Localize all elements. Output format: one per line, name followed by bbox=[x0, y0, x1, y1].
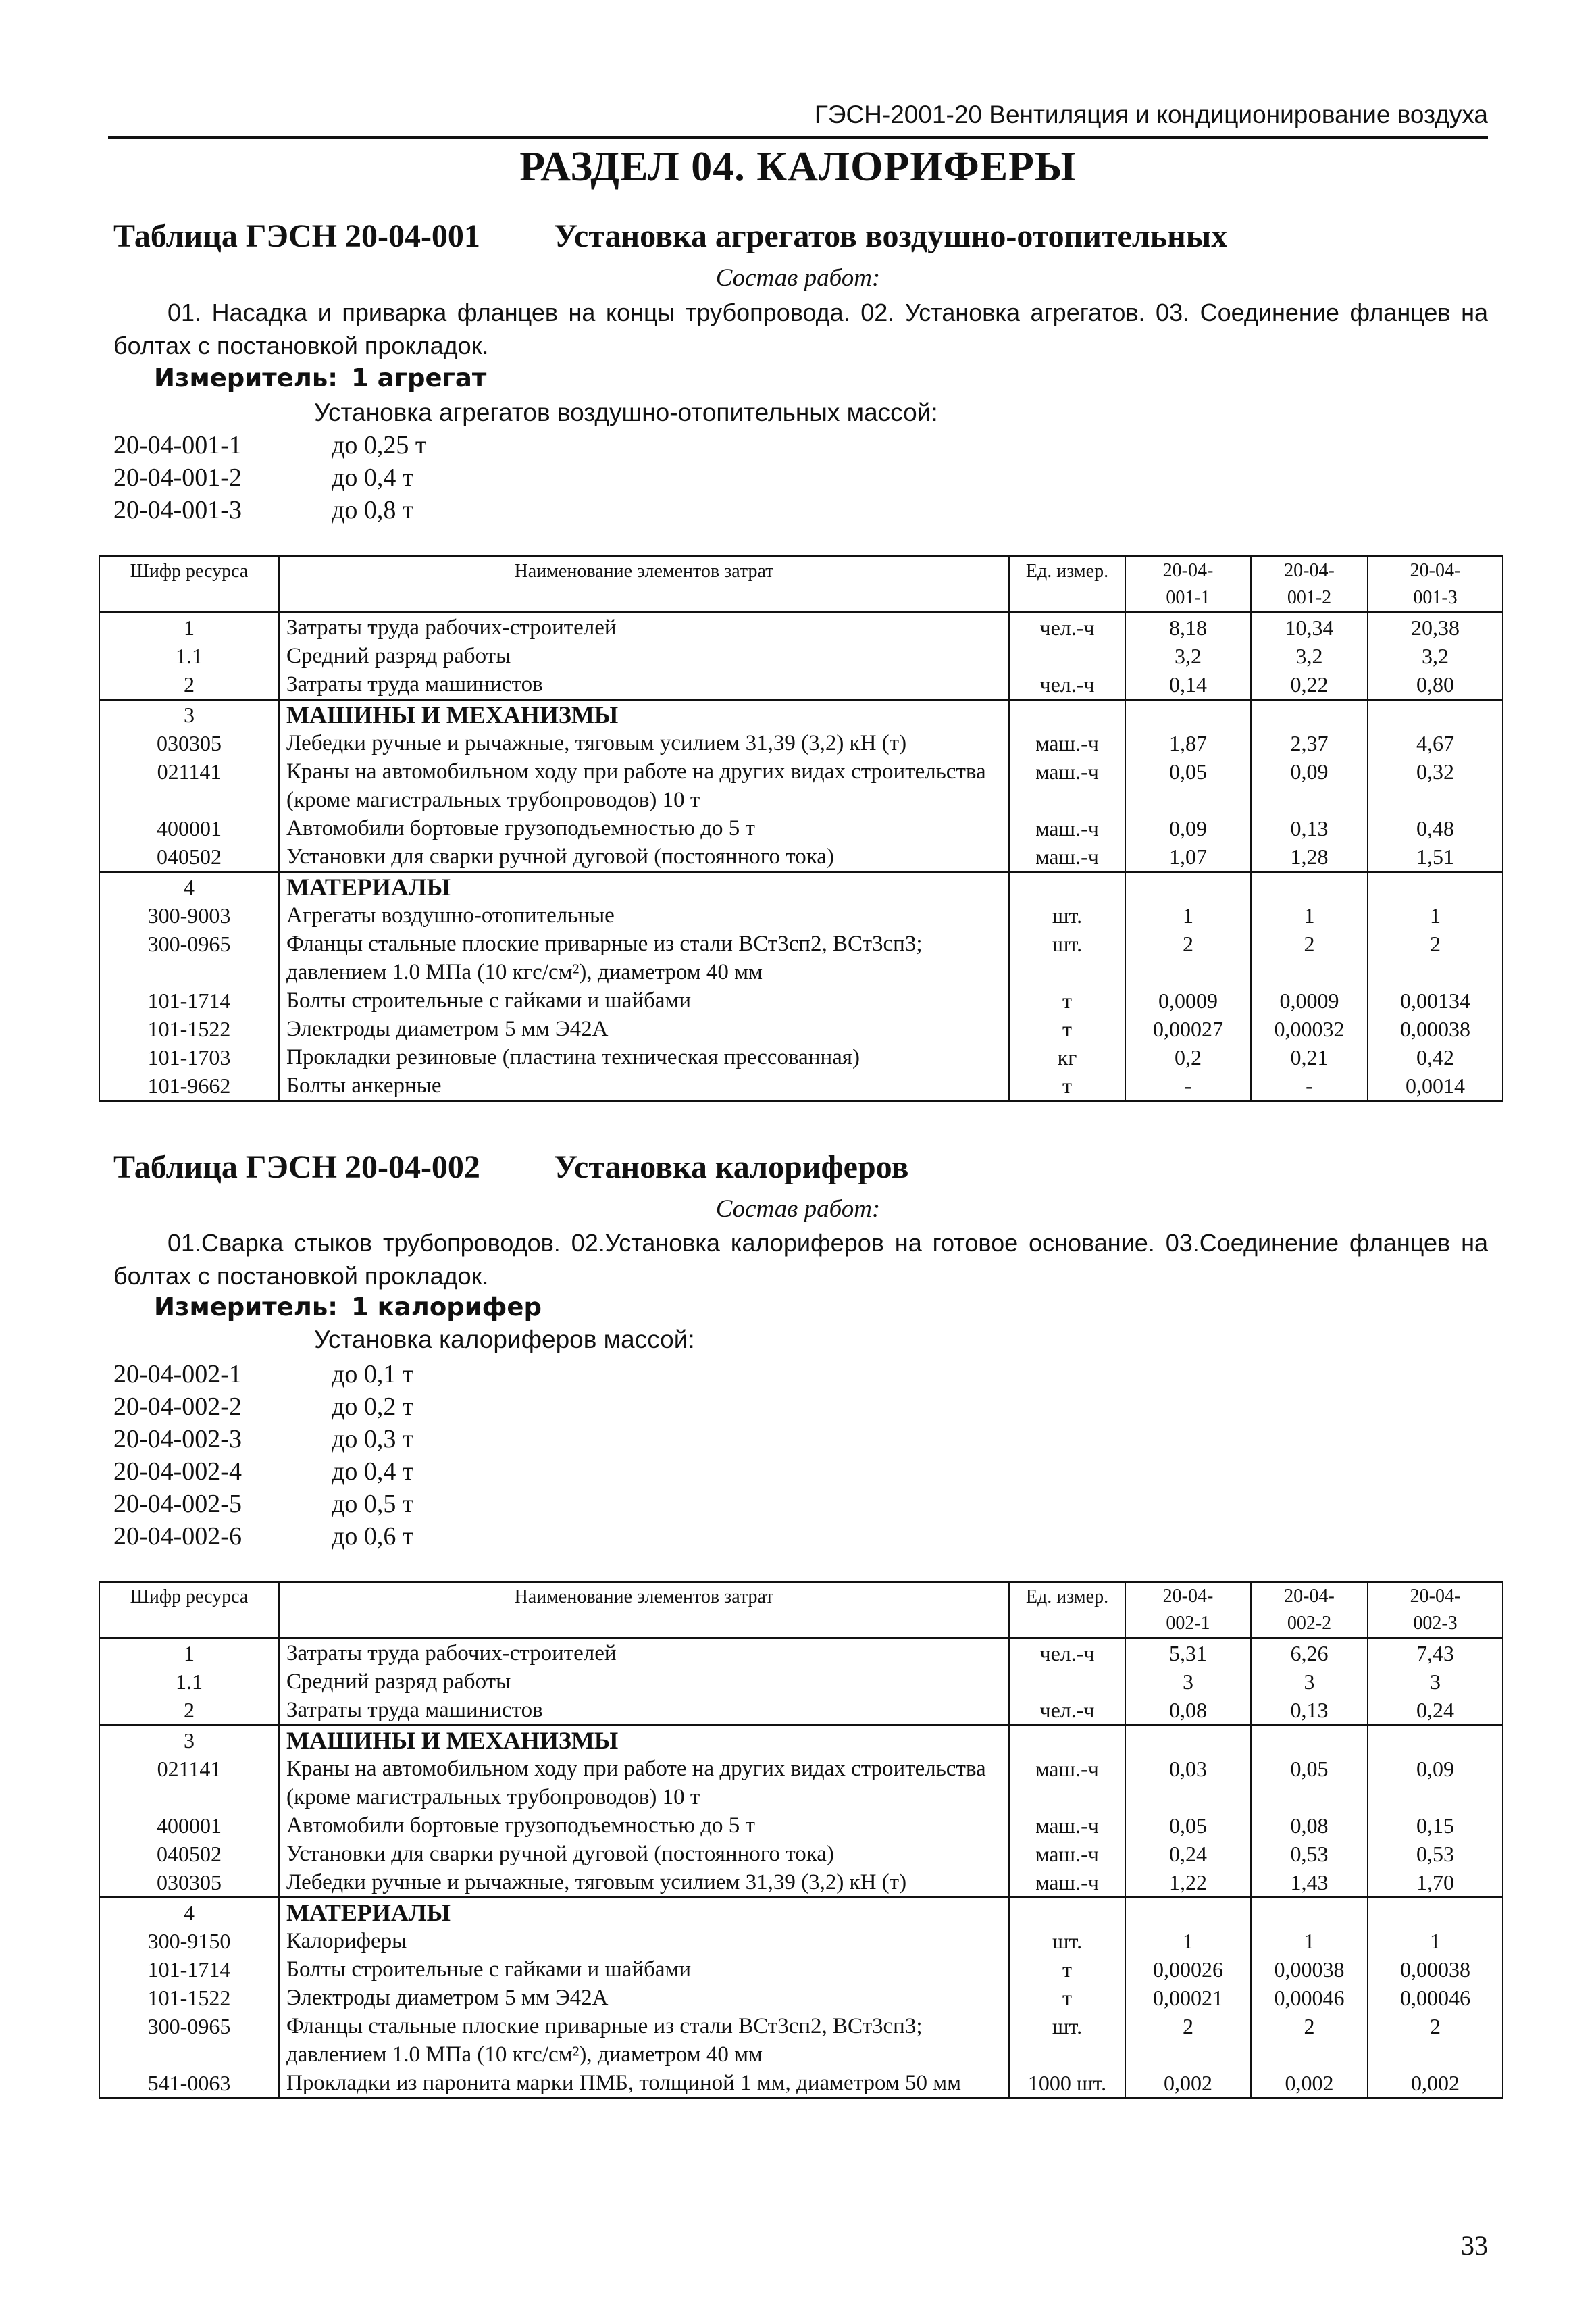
value-variant-1 bbox=[1125, 1898, 1251, 1928]
resource-code: 4 bbox=[99, 1898, 279, 1928]
resource-code: 541-0063 bbox=[99, 2069, 279, 2098]
resource-name: Электроды диаметром 5 мм Э42А bbox=[279, 1984, 1009, 2012]
table-row bbox=[99, 986, 1503, 1015]
unit: чел.-ч bbox=[1009, 613, 1125, 643]
resource-code: 3 bbox=[99, 700, 279, 730]
resource-name: Болты анкерные bbox=[279, 1072, 1009, 1101]
unit bbox=[1009, 700, 1125, 730]
variant-text: до 0,8 т bbox=[332, 496, 414, 524]
value-variant-1: 1,87 bbox=[1125, 729, 1251, 757]
resource-name: Установки для сварки ручной дуговой (постоянного тока) bbox=[279, 1840, 1009, 1868]
resource-code: 101-1714 bbox=[99, 1955, 279, 1984]
value-variant-1: 1,07 bbox=[1125, 842, 1251, 872]
table-1-measure bbox=[154, 363, 486, 393]
table-row bbox=[99, 930, 1503, 986]
resource-code: 3 bbox=[99, 1726, 279, 1755]
resource-name: Затраты труда рабочих-строителей bbox=[279, 1638, 1009, 1668]
unit: маш.-ч bbox=[1009, 1840, 1125, 1868]
value-variant-1: 1,22 bbox=[1125, 1868, 1251, 1898]
unit: чел.-ч bbox=[1009, 1638, 1125, 1668]
unit: т bbox=[1009, 986, 1125, 1015]
value-variant-1: 0,00026 bbox=[1125, 1955, 1251, 1984]
table-row bbox=[99, 757, 1503, 814]
variant-code: 20-04-002-5 bbox=[113, 1490, 242, 1518]
table-row bbox=[99, 2069, 1503, 2098]
table-row bbox=[99, 1755, 1503, 1811]
value-variant-3: 0,00046 bbox=[1368, 1984, 1503, 2012]
column-header: 20-04- 001-3 bbox=[1368, 557, 1503, 613]
table-row bbox=[99, 700, 1503, 730]
table-row bbox=[99, 2012, 1503, 2069]
variant-code: 20-04-002-3 bbox=[113, 1425, 242, 1453]
value-variant-1: 0,05 bbox=[1125, 757, 1251, 814]
value-variant-2: 1 bbox=[1251, 1927, 1368, 1955]
resource-code: 021141 bbox=[99, 1755, 279, 1811]
resource-name: МАШИНЫ И МЕХАНИЗМЫ bbox=[279, 700, 1009, 730]
resource-code: 300-0965 bbox=[99, 2012, 279, 2069]
column-header: Наименование элементов затрат bbox=[279, 557, 1009, 613]
unit bbox=[1009, 1667, 1125, 1696]
variant-row bbox=[113, 1520, 413, 1553]
value-variant-2: 0,00032 bbox=[1251, 1015, 1368, 1043]
variant-text: до 0,2 т bbox=[332, 1392, 414, 1421]
section-title: РАЗДЕЛ 04. КАЛОРИФЕРЫ bbox=[519, 144, 1077, 190]
resource-name: Агрегаты воздушно-отопительные bbox=[279, 901, 1009, 930]
table-row bbox=[99, 1811, 1503, 1840]
value-variant-2: 0,08 bbox=[1251, 1811, 1368, 1840]
value-variant-1: 0,14 bbox=[1125, 670, 1251, 700]
resource-code: 101-1714 bbox=[99, 986, 279, 1015]
measure-value: 1 калорифер bbox=[351, 1292, 542, 1322]
value-variant-3: 0,09 bbox=[1368, 1755, 1503, 1811]
value-variant-2: 10,34 bbox=[1251, 613, 1368, 643]
table-row bbox=[99, 1072, 1503, 1101]
unit bbox=[1009, 1898, 1125, 1928]
variant-code: 20-04-001-3 bbox=[113, 496, 242, 524]
column-header: 20-04- 001-1 bbox=[1125, 557, 1251, 613]
table-row bbox=[99, 613, 1503, 643]
column-header: 20-04- 002-2 bbox=[1251, 1582, 1368, 1638]
resource-name: Лебедки ручные и рычажные, тяговым усилием 31,39 (3,2) кН (т) bbox=[279, 729, 1009, 757]
variant-text: до 0,5 т bbox=[332, 1490, 414, 1518]
value-variant-3 bbox=[1368, 700, 1503, 730]
table-row bbox=[99, 1840, 1503, 1868]
unit: кг bbox=[1009, 1043, 1125, 1072]
variant-code: 20-04-001-1 bbox=[113, 431, 242, 459]
value-variant-3: 0,15 bbox=[1368, 1811, 1503, 1840]
unit: т bbox=[1009, 1072, 1125, 1101]
value-variant-3: 4,67 bbox=[1368, 729, 1503, 757]
table-row bbox=[99, 642, 1503, 670]
column-header: Ед. измер. bbox=[1009, 1582, 1125, 1638]
value-variant-2: 2 bbox=[1251, 930, 1368, 986]
resource-name: Средний разряд работы bbox=[279, 642, 1009, 670]
variant-row bbox=[113, 461, 426, 494]
resource-code: 101-9662 bbox=[99, 1072, 279, 1101]
value-variant-1: 0,24 bbox=[1125, 1840, 1251, 1868]
resource-code: 4 bbox=[99, 872, 279, 902]
table-2-variants bbox=[113, 1358, 413, 1553]
resource-code: 101-1522 bbox=[99, 1015, 279, 1043]
table-row bbox=[99, 1043, 1503, 1072]
table-row bbox=[99, 872, 1503, 902]
table-2-resources bbox=[99, 1581, 1503, 2099]
value-variant-1 bbox=[1125, 1726, 1251, 1755]
value-variant-2: 0,002 bbox=[1251, 2069, 1368, 2098]
unit bbox=[1009, 642, 1125, 670]
table-row bbox=[99, 1868, 1503, 1898]
resource-code: 400001 bbox=[99, 814, 279, 842]
variant-code: 20-04-002-2 bbox=[113, 1392, 242, 1421]
column-header: Наименование элементов затрат bbox=[279, 1582, 1009, 1638]
value-variant-3: 0,48 bbox=[1368, 814, 1503, 842]
value-variant-1: 1 bbox=[1125, 1927, 1251, 1955]
value-variant-3: 0,00134 bbox=[1368, 986, 1503, 1015]
unit: маш.-ч bbox=[1009, 1755, 1125, 1811]
unit: маш.-ч bbox=[1009, 757, 1125, 814]
measure-value: 1 агрегат bbox=[351, 363, 487, 393]
variant-text: до 0,3 т bbox=[332, 1425, 414, 1453]
value-variant-3: 0,53 bbox=[1368, 1840, 1503, 1868]
resource-code: 1 bbox=[99, 613, 279, 643]
table-row bbox=[99, 901, 1503, 930]
variant-row bbox=[113, 1455, 413, 1488]
value-variant-2 bbox=[1251, 1726, 1368, 1755]
table-row bbox=[99, 814, 1503, 842]
value-variant-1: 3 bbox=[1125, 1667, 1251, 1696]
value-variant-1: 3,2 bbox=[1125, 642, 1251, 670]
resource-name: Установки для сварки ручной дуговой (постоянного тока) bbox=[279, 842, 1009, 872]
resource-name: Фланцы стальные плоские приварные из стали ВСт3сп2, ВСт3сп3; давлением 1.0 МПа (10 кгс/см²), диаметром 40 мм bbox=[279, 930, 1009, 986]
table-1-variants-intro: Установка агрегатов воздушно-отопительных массой: bbox=[314, 399, 938, 426]
value-variant-3: 1,51 bbox=[1368, 842, 1503, 872]
unit: шт. bbox=[1009, 1927, 1125, 1955]
resource-code: 1 bbox=[99, 1638, 279, 1668]
unit: т bbox=[1009, 1955, 1125, 1984]
table-row bbox=[99, 1955, 1503, 1984]
variant-text: до 0,4 т bbox=[332, 1457, 414, 1486]
resource-code: 2 bbox=[99, 1696, 279, 1726]
value-variant-2: 1,43 bbox=[1251, 1868, 1368, 1898]
value-variant-3: 1,70 bbox=[1368, 1868, 1503, 1898]
unit: т bbox=[1009, 1984, 1125, 2012]
value-variant-2: 0,13 bbox=[1251, 814, 1368, 842]
variant-row bbox=[113, 1488, 413, 1520]
table-1-code: Таблица ГЭСН 20-04-001 bbox=[113, 218, 480, 254]
resource-code: 1.1 bbox=[99, 1667, 279, 1696]
resource-code: 040502 bbox=[99, 842, 279, 872]
variant-code: 20-04-002-1 bbox=[113, 1360, 242, 1388]
value-variant-3: 0,002 bbox=[1368, 2069, 1503, 2098]
table-1-title: Установка агрегатов воздушно-отопительных bbox=[554, 218, 1228, 254]
value-variant-1: 0,2 bbox=[1125, 1043, 1251, 1072]
variant-row bbox=[113, 1358, 413, 1390]
resource-name: Калориферы bbox=[279, 1927, 1009, 1955]
resource-code: 101-1522 bbox=[99, 1984, 279, 2012]
resource-name: Прокладки из паронита марки ПМБ, толщиной 1 мм, диаметром 50 мм bbox=[279, 2069, 1009, 2098]
page-number: 33 bbox=[1461, 2230, 1488, 2261]
measure-label: Измеритель: bbox=[154, 363, 338, 393]
value-variant-2: 2 bbox=[1251, 2012, 1368, 2069]
column-header: Ед. измер. bbox=[1009, 557, 1125, 613]
unit: чел.-ч bbox=[1009, 1696, 1125, 1726]
column-header: 20-04- 002-1 bbox=[1125, 1582, 1251, 1638]
value-variant-3: 3 bbox=[1368, 1667, 1503, 1696]
value-variant-3 bbox=[1368, 872, 1503, 902]
table-2-works-caption: Состав работ: bbox=[715, 1195, 881, 1223]
value-variant-2: 2,37 bbox=[1251, 729, 1368, 757]
value-variant-3: 0,0014 bbox=[1368, 1072, 1503, 1101]
resource-code: 030305 bbox=[99, 1868, 279, 1898]
value-variant-1: 2 bbox=[1125, 930, 1251, 986]
variant-text: до 0,1 т bbox=[332, 1360, 414, 1388]
value-variant-1: 0,08 bbox=[1125, 1696, 1251, 1726]
value-variant-2 bbox=[1251, 872, 1368, 902]
resource-code: 040502 bbox=[99, 1840, 279, 1868]
unit bbox=[1009, 872, 1125, 902]
table-2-title: Установка калориферов bbox=[554, 1149, 909, 1185]
value-variant-3: 0,00038 bbox=[1368, 1955, 1503, 1984]
value-variant-2: 0,05 bbox=[1251, 1755, 1368, 1811]
value-variant-3: 0,24 bbox=[1368, 1696, 1503, 1726]
resource-name: Автомобили бортовые грузоподъемностью до 5 т bbox=[279, 814, 1009, 842]
running-header: ГЭСН-2001-20 Вентиляция и кондиционирование воздуха bbox=[108, 96, 1488, 139]
resource-name: МАТЕРИАЛЫ bbox=[279, 1898, 1009, 1928]
value-variant-2 bbox=[1251, 1898, 1368, 1928]
table-row bbox=[99, 1927, 1503, 1955]
column-header: Шифр ресурса bbox=[99, 557, 279, 613]
value-variant-3: 0,32 bbox=[1368, 757, 1503, 814]
value-variant-2: - bbox=[1251, 1072, 1368, 1101]
value-variant-1: 0,05 bbox=[1125, 1811, 1251, 1840]
table-row bbox=[99, 729, 1503, 757]
value-variant-1: 5,31 bbox=[1125, 1638, 1251, 1668]
resource-code: 300-0965 bbox=[99, 930, 279, 986]
column-header: Шифр ресурса bbox=[99, 1582, 279, 1638]
resource-name: Средний разряд работы bbox=[279, 1667, 1009, 1696]
table-2-works-text: 01.Сварка стыков трубопроводов. 02.Установка калориферов на готовое основание. 03.Соединение фланцев на болтах с постановкой прокладок. bbox=[113, 1229, 1488, 1290]
value-variant-2: 0,21 bbox=[1251, 1043, 1368, 1072]
table-2-variants-intro: Установка калориферов массой: bbox=[314, 1326, 695, 1353]
value-variant-3: 1 bbox=[1368, 901, 1503, 930]
resource-code: 2 bbox=[99, 670, 279, 700]
unit: 1000 шт. bbox=[1009, 2069, 1125, 2098]
value-variant-1: 2 bbox=[1125, 2012, 1251, 2069]
table-row bbox=[99, 670, 1503, 700]
value-variant-1: 0,03 bbox=[1125, 1755, 1251, 1811]
resource-name: МАШИНЫ И МЕХАНИЗМЫ bbox=[279, 1726, 1009, 1755]
variant-text: до 0,4 т bbox=[332, 463, 414, 492]
resource-code: 300-9150 bbox=[99, 1927, 279, 1955]
variant-code: 20-04-002-6 bbox=[113, 1522, 242, 1551]
resource-name: Болты строительные с гайками и шайбами bbox=[279, 1955, 1009, 1984]
value-variant-2: 1 bbox=[1251, 901, 1368, 930]
table-2-measure bbox=[154, 1292, 542, 1322]
resource-name: Фланцы стальные плоские приварные из стали ВСт3сп2, ВСт3сп3; давлением 1.0 МПа (10 кгс/см²), диаметром 40 мм bbox=[279, 2012, 1009, 2069]
resource-code: 101-1703 bbox=[99, 1043, 279, 1072]
column-header: 20-04- 002-3 bbox=[1368, 1582, 1503, 1638]
table-1-works-caption: Состав работ: bbox=[715, 264, 881, 292]
value-variant-2: 0,53 bbox=[1251, 1840, 1368, 1868]
value-variant-3: 0,80 bbox=[1368, 670, 1503, 700]
table-1-resources bbox=[99, 555, 1503, 1102]
unit: маш.-ч bbox=[1009, 729, 1125, 757]
measure-label: Измеритель: bbox=[154, 1292, 338, 1322]
resource-name: Лебедки ручные и рычажные, тяговым усилием 31,39 (3,2) кН (т) bbox=[279, 1868, 1009, 1898]
value-variant-2: 1,28 bbox=[1251, 842, 1368, 872]
value-variant-3: 0,42 bbox=[1368, 1043, 1503, 1072]
table-row bbox=[99, 1984, 1503, 2012]
resource-code: 300-9003 bbox=[99, 901, 279, 930]
resource-name: Затраты труда рабочих-строителей bbox=[279, 613, 1009, 643]
value-variant-1 bbox=[1125, 700, 1251, 730]
value-variant-2: 0,22 bbox=[1251, 670, 1368, 700]
variant-text: до 0,25 т bbox=[332, 431, 427, 459]
resource-name: Краны на автомобильном ходу при работе на других видах строительства (кроме магистральных трубопроводов) 10 т bbox=[279, 757, 1009, 814]
resource-code: 400001 bbox=[99, 1811, 279, 1840]
variant-code: 20-04-001-2 bbox=[113, 463, 242, 492]
resource-name: Прокладки резиновые (пластина техническая прессованная) bbox=[279, 1043, 1009, 1072]
value-variant-1: 8,18 bbox=[1125, 613, 1251, 643]
table-row bbox=[99, 1638, 1503, 1668]
unit: т bbox=[1009, 1015, 1125, 1043]
resource-code: 021141 bbox=[99, 757, 279, 814]
resource-name: Затраты труда машинистов bbox=[279, 670, 1009, 700]
unit bbox=[1009, 1726, 1125, 1755]
value-variant-3: 2 bbox=[1368, 2012, 1503, 2069]
resource-name: Автомобили бортовые грузоподъемностью до 5 т bbox=[279, 1811, 1009, 1840]
resource-name: Затраты труда машинистов bbox=[279, 1696, 1009, 1726]
value-variant-1: 0,00021 bbox=[1125, 1984, 1251, 2012]
value-variant-1: 0,09 bbox=[1125, 814, 1251, 842]
resource-name: Электроды диаметром 5 мм Э42А bbox=[279, 1015, 1009, 1043]
value-variant-3 bbox=[1368, 1726, 1503, 1755]
value-variant-2: 3,2 bbox=[1251, 642, 1368, 670]
table-2-code: Таблица ГЭСН 20-04-002 bbox=[113, 1149, 480, 1185]
value-variant-2: 0,0009 bbox=[1251, 986, 1368, 1015]
variant-text: до 0,6 т bbox=[332, 1522, 414, 1551]
column-header: 20-04- 001-2 bbox=[1251, 557, 1368, 613]
value-variant-1: 0,00027 bbox=[1125, 1015, 1251, 1043]
variant-row bbox=[113, 494, 426, 526]
resource-name: МАТЕРИАЛЫ bbox=[279, 872, 1009, 902]
value-variant-1 bbox=[1125, 872, 1251, 902]
value-variant-1: 1 bbox=[1125, 901, 1251, 930]
value-variant-2: 0,13 bbox=[1251, 1696, 1368, 1726]
table-row bbox=[99, 1726, 1503, 1755]
unit: шт. bbox=[1009, 901, 1125, 930]
table-1-variants bbox=[113, 429, 426, 526]
value-variant-1: 0,0009 bbox=[1125, 986, 1251, 1015]
value-variant-3: 3,2 bbox=[1368, 642, 1503, 670]
table-1-works-text: 01. Насадка и приварка фланцев на концы трубопровода. 02. Установка агрегатов. 03. Соединение фланцев на болтах с постановкой прокладок. bbox=[113, 299, 1488, 359]
unit: маш.-ч bbox=[1009, 1868, 1125, 1898]
table-row bbox=[99, 1898, 1503, 1928]
table-row bbox=[99, 842, 1503, 872]
value-variant-3: 1 bbox=[1368, 1927, 1503, 1955]
table-row bbox=[99, 1696, 1503, 1726]
table-2-heading bbox=[113, 1149, 1488, 1186]
value-variant-3: 2 bbox=[1368, 930, 1503, 986]
value-variant-3: 0,00038 bbox=[1368, 1015, 1503, 1043]
resource-name: Болты строительные с гайками и шайбами bbox=[279, 986, 1009, 1015]
unit: шт. bbox=[1009, 2012, 1125, 2069]
value-variant-1: 0,002 bbox=[1125, 2069, 1251, 2098]
variant-row bbox=[113, 1423, 413, 1455]
table-row bbox=[99, 1015, 1503, 1043]
variant-row bbox=[113, 1390, 413, 1423]
value-variant-2: 0,09 bbox=[1251, 757, 1368, 814]
value-variant-1: - bbox=[1125, 1072, 1251, 1101]
resource-code: 1.1 bbox=[99, 642, 279, 670]
value-variant-3 bbox=[1368, 1898, 1503, 1928]
value-variant-2 bbox=[1251, 700, 1368, 730]
variant-row bbox=[113, 429, 426, 461]
value-variant-2: 0,00046 bbox=[1251, 1984, 1368, 2012]
unit: маш.-ч bbox=[1009, 842, 1125, 872]
table-1-heading bbox=[113, 218, 1488, 255]
unit: чел.-ч bbox=[1009, 670, 1125, 700]
unit: маш.-ч bbox=[1009, 814, 1125, 842]
resource-name: Краны на автомобильном ходу при работе на других видах строительства (кроме магистральных трубопроводов) 10 т bbox=[279, 1755, 1009, 1811]
value-variant-2: 0,00038 bbox=[1251, 1955, 1368, 1984]
unit: маш.-ч bbox=[1009, 1811, 1125, 1840]
value-variant-2: 6,26 bbox=[1251, 1638, 1368, 1668]
resource-code: 030305 bbox=[99, 729, 279, 757]
table-row bbox=[99, 1667, 1503, 1696]
value-variant-3: 7,43 bbox=[1368, 1638, 1503, 1668]
variant-code: 20-04-002-4 bbox=[113, 1457, 242, 1486]
unit: шт. bbox=[1009, 930, 1125, 986]
value-variant-2: 3 bbox=[1251, 1667, 1368, 1696]
value-variant-3: 20,38 bbox=[1368, 613, 1503, 643]
